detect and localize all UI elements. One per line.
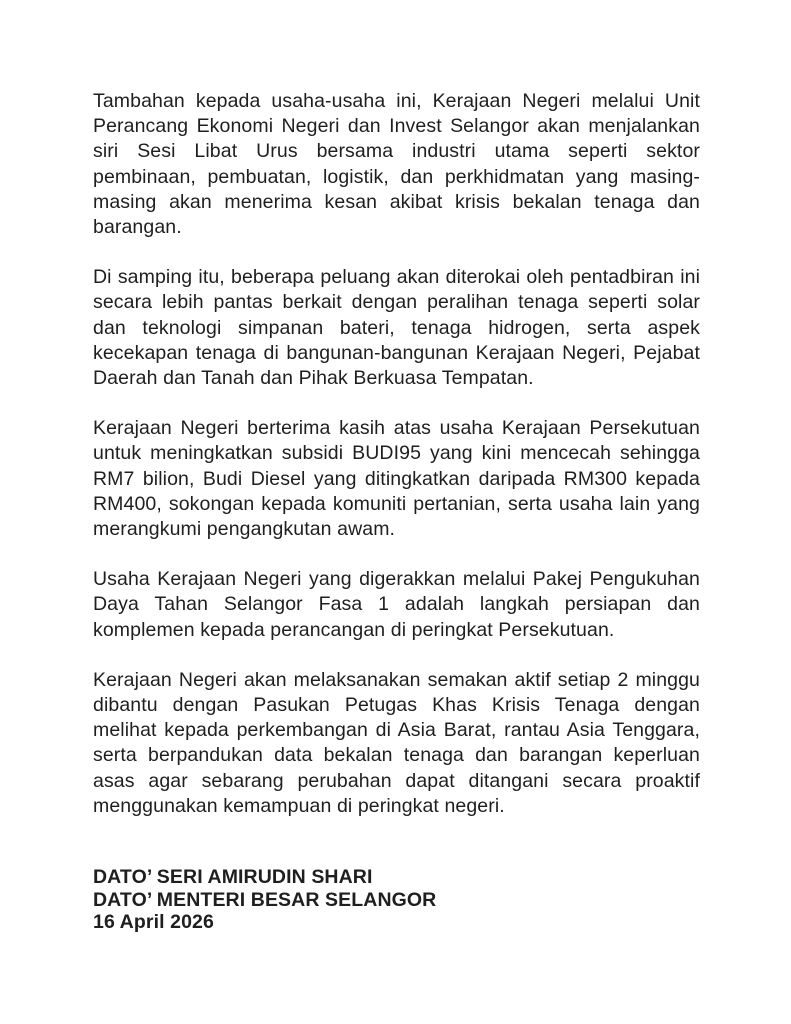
body-paragraph-5: Kerajaan Negeri akan melaksanakan semakan aktif setiap 2 minggu dibantu dengan Pasukan Petugas Khas Krisis Tenaga dengan melihat kepada perkembangan di Asia Barat, rantau Asia Tenggara, serta berpandukan data bekalan tenaga dan barangan keperluan asas agar sebarang perubahan dapat ditangani secara proaktif menggunakan kemampuan di peringkat negeri. — [93, 668, 700, 817]
body-paragraph-1: Tambahan kepada usaha-usaha ini, Kerajaan Negeri melalui Unit Perancang Ekonomi Negeri dan Invest Selangor akan menjalankan siri Sesi Libat Urus bersama industri utama seperti sektor pembinaan, pembuatan, logistik, dan perkhidmatan yang masing-masing akan menerima kesan akibat krisis bekalan tenaga dan barangan. — [93, 90, 700, 239]
body-paragraph-3: Kerajaan Negeri berterima kasih atas usaha Kerajaan Persekutuan untuk meningkatkan subsidi BUDI95 yang kini mencecah sehingga RM7 bilion, Budi Diesel yang ditingkatkan daripada RM300 kepada RM400, sokongan kepada komuniti pertanian, serta usaha lain yang merangkumi pengangkutan awam. — [93, 417, 700, 541]
signature-name: DATO’ SERI AMIRUDIN SHARI — [93, 866, 373, 889]
body-paragraph-2: Di samping itu, beberapa peluang akan diterokai oleh pentadbiran ini secara lebih pantas berkait dengan peralihan tenaga seperti solar dan teknologi simpanan bateri, tenaga hidrogen, serta aspek kecekapan tenaga di bangunan-bangunan Kerajaan Negeri, Pejabat Daerah dan Tanah dan Pihak Berkuasa Tempatan. — [93, 266, 700, 390]
signature-block — [93, 866, 700, 934]
document-body — [93, 89, 700, 934]
signature-date: 16 April 2026 — [93, 911, 214, 934]
body-paragraph-4: Usaha Kerajaan Negeri yang digerakkan melalui Pakej Pengukuhan Daya Tahan Selangor Fasa 1 adalah langkah persiapan dan komplemen kepada perancangan di peringkat Persekutuan. — [93, 568, 700, 641]
signature-title: DATO’ MENTERI BESAR SELANGOR — [93, 888, 437, 911]
